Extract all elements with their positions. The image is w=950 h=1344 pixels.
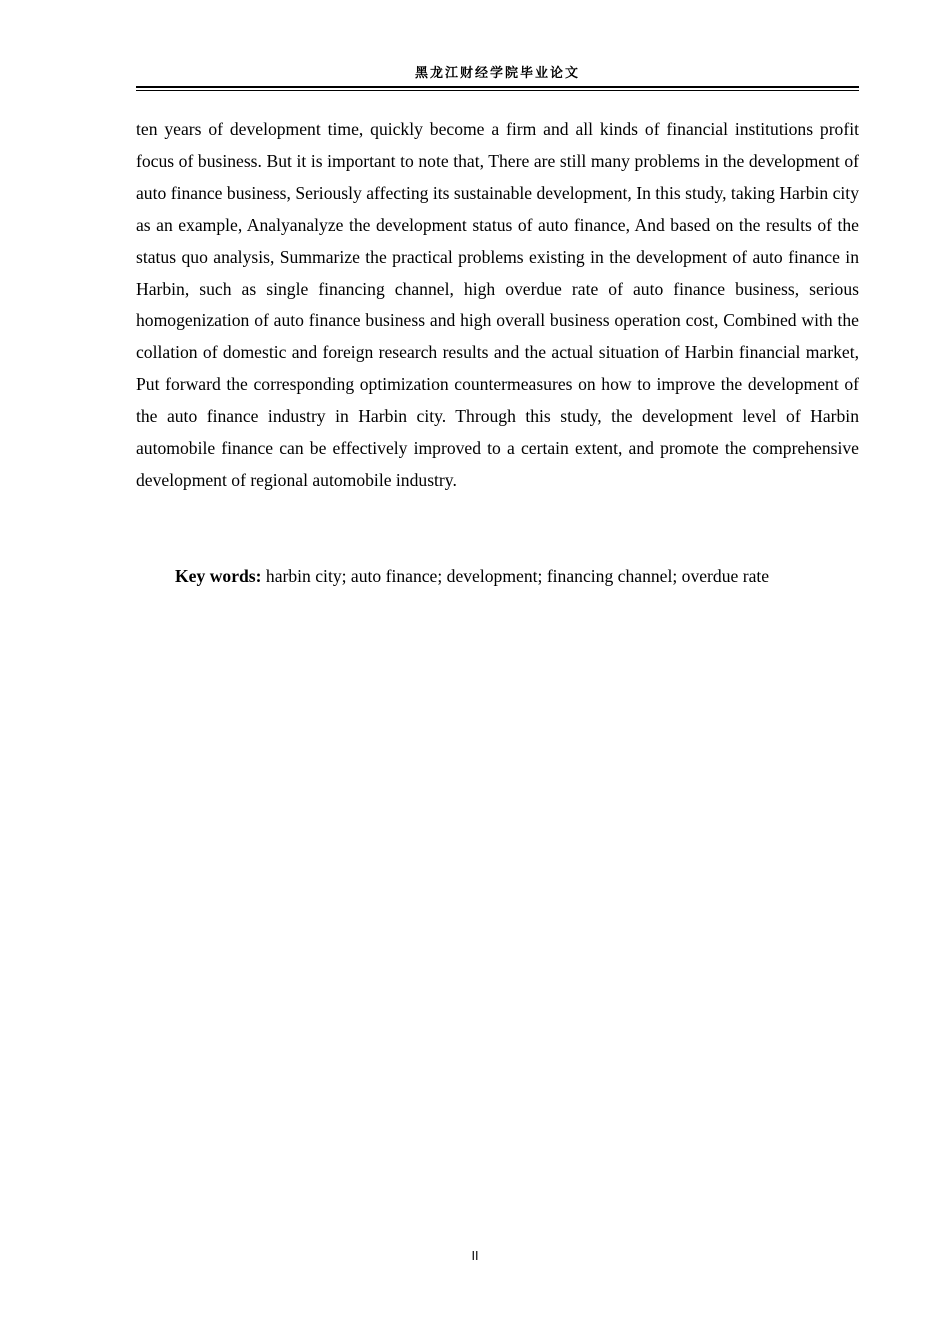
keywords-text: harbin city; auto finance; development; financing channel; overdue rate xyxy=(261,566,770,586)
running-header-title: 黑龙江财经学院毕业论文 xyxy=(414,66,580,81)
header-rule-thin xyxy=(136,90,859,91)
abstract-paragraph: ten years of development time, quickly become a firm and all kinds of financial institutions profit focus of business. But it is important to note that, There are still many problems in the development of auto finance business, Seriously affecting its sustainable development, In this study, taking Harbin city as an example, Analyanalyze the development status of auto finance, And based on the results of the status quo analysis, Summarize the practical problems existing in the development of auto finance in Harbin, such as single financing channel, high overdue rate of auto finance business, serious homogenization of auto finance business and high overall business operation cost, Combined with the collation of domestic and foreign research results and the actual situation of Harbin financial market, Put forward the corresponding optimization countermeasures on how to improve the development of the auto finance industry in Harbin city. Through this study, the development level of Harbin automobile finance can be effectively improved to a certain extent, and promote the comprehensive development of regional automobile industry. xyxy=(136,119,859,490)
keywords-line xyxy=(175,561,859,593)
header-rule-thick xyxy=(136,86,859,88)
keywords-label: Key words: xyxy=(175,566,262,586)
page-number: II xyxy=(471,1249,479,1263)
